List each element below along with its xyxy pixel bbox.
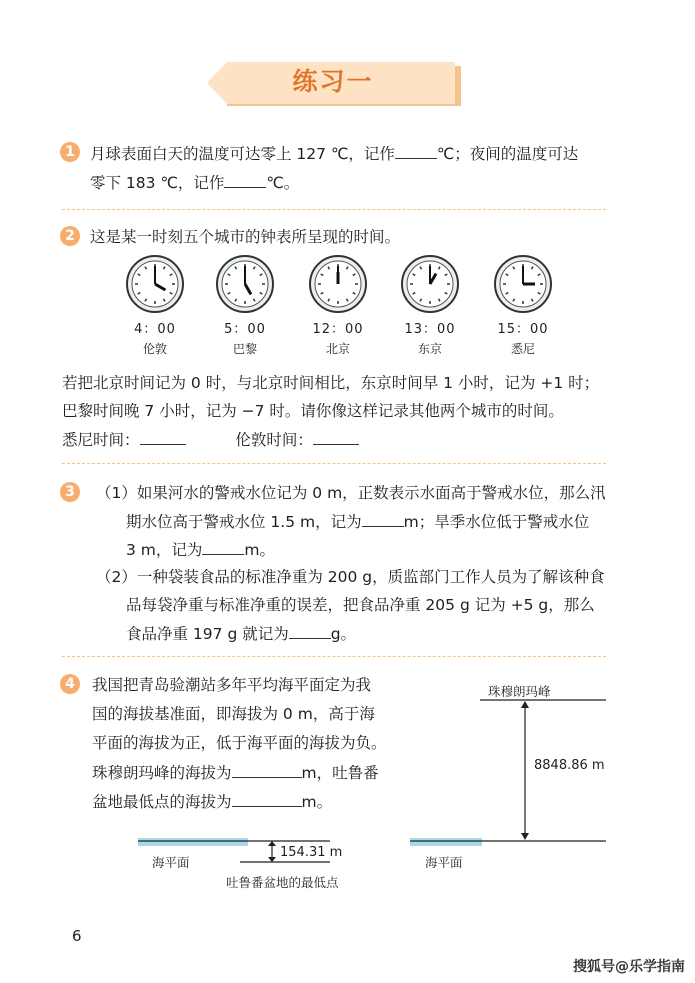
divider bbox=[62, 656, 606, 657]
clock-row bbox=[0, 250, 695, 320]
q3-p1-text-a: 期水位高于警戒水位 1.5 m，记为 bbox=[126, 513, 362, 531]
q3-p1-text-b: m；旱季水位低于警戒水位 bbox=[403, 513, 590, 531]
q1-blank-2[interactable] bbox=[224, 171, 266, 188]
everest-label: 珠穆朗玛峰 bbox=[488, 684, 551, 699]
clock-time-label: 15：00 bbox=[497, 322, 549, 337]
q3-p1-text-c: 3 m，记为 bbox=[126, 541, 203, 559]
divider bbox=[62, 463, 606, 464]
q1-text-b: ℃；夜间的温度可达 bbox=[436, 145, 579, 163]
q2-intro: 这是某一时刻五个城市的钟表所呈现的时间。 bbox=[90, 228, 401, 246]
question-number-2: 2 bbox=[60, 226, 80, 246]
q1-line-2 bbox=[90, 171, 299, 194]
sea-level-right: 海平面 bbox=[425, 855, 463, 870]
basin-depth: 154.31 m bbox=[280, 845, 343, 860]
clock-city-label: 悉尼 bbox=[510, 342, 535, 356]
q3-p1-text-d: m。 bbox=[244, 541, 275, 559]
question-number-4: 4 bbox=[60, 674, 80, 694]
clock-city-label: 北京 bbox=[325, 342, 350, 356]
london-label: 伦敦时间： bbox=[235, 431, 313, 449]
q3-p1-line3 bbox=[126, 538, 275, 561]
basin-caption: 吐鲁番盆地的最低点 bbox=[226, 875, 339, 890]
q3-p2-text-b: g。 bbox=[330, 625, 357, 643]
clock-time-label: 4：00 bbox=[134, 322, 176, 337]
clock-3 bbox=[310, 256, 366, 312]
q4-text-d: m。 bbox=[301, 793, 333, 811]
q2-answer-line bbox=[62, 428, 359, 451]
clock-city-label: 伦敦 bbox=[142, 342, 167, 356]
q3-p2-text-a: 食品净重 197 g 就记为 bbox=[126, 625, 289, 643]
page-title: 练习一 bbox=[292, 67, 374, 96]
everest-height: 8848.86 m bbox=[534, 758, 605, 773]
q2-text-2: 巴黎时间晚 7 小时，记为 −7 时。请你像这样记录其他两个城市的时间。 bbox=[62, 402, 564, 420]
question-number-3: 3 bbox=[60, 482, 80, 502]
q4-line-2: 国的海拔基准面，即海拔为 0 m，高于海 bbox=[92, 705, 375, 723]
sydney-blank[interactable] bbox=[140, 428, 186, 445]
q3-p1-line1: （1）如果河水的警戒水位记为 0 m，正数表示水面高于警戒水位，那么汛 bbox=[96, 484, 606, 502]
altitude-figure bbox=[0, 660, 695, 900]
q3-blank-2[interactable] bbox=[202, 538, 244, 555]
q3-p2-line1: （2）一种袋装食品的标准净重为 200 g，质监部门工作人员为了解该种食 bbox=[96, 568, 605, 586]
q4-line-1: 我国把青岛验潮站多年平均海平面定为我 bbox=[92, 676, 372, 694]
sydney-label: 悉尼时间： bbox=[62, 431, 140, 449]
q4-text-a: 珠穆朗玛峰的海拔为 bbox=[92, 764, 232, 782]
q2-text-1: 若把北京时间记为 0 时，与北京时间相比，东京时间早 1 小时，记为 +1 时； bbox=[62, 374, 600, 392]
clock-time-label: 13：00 bbox=[404, 322, 456, 337]
water-right bbox=[410, 838, 482, 846]
london-blank[interactable] bbox=[313, 428, 359, 445]
q1-text-d: ℃。 bbox=[266, 174, 300, 192]
water-left bbox=[138, 838, 248, 846]
clock-time-label: 5：00 bbox=[224, 322, 266, 337]
q3-p2-line3 bbox=[126, 622, 356, 645]
question-number-1: 1 bbox=[60, 142, 80, 162]
q1-text-c: 零下 183 ℃，记作 bbox=[90, 174, 225, 192]
q1-line-1 bbox=[90, 142, 578, 165]
clock-5 bbox=[495, 256, 551, 312]
q3-blank-3[interactable] bbox=[289, 622, 331, 639]
q4-text-c: 盆地最低点的海拔为 bbox=[92, 793, 232, 811]
clock-2 bbox=[217, 256, 273, 312]
q3-p2-line2: 品每袋净重与标准净重的误差，把食品净重 205 g 记为 +5 g，那么 bbox=[126, 596, 595, 614]
clock-city-label: 巴黎 bbox=[232, 342, 257, 356]
q4-text-b: m，吐鲁番 bbox=[301, 764, 379, 782]
q4-line-3: 平面的海拔为正，低于海平面的海拔为负。 bbox=[92, 734, 387, 752]
page-number: 6 bbox=[72, 927, 82, 945]
clock-city-label: 东京 bbox=[417, 342, 442, 356]
q3-blank-1[interactable] bbox=[362, 510, 404, 527]
sea-level-left: 海平面 bbox=[152, 855, 190, 870]
clock-1 bbox=[127, 256, 183, 312]
q3-p1-line2 bbox=[126, 510, 589, 533]
clock-4 bbox=[402, 256, 458, 312]
q1-blank-1[interactable] bbox=[395, 142, 437, 159]
clock-time-label: 12：00 bbox=[312, 322, 364, 337]
divider bbox=[62, 209, 606, 210]
footer-watermark: 搜狐号@乐学指南 bbox=[573, 959, 685, 975]
q1-text-a: 月球表面白天的温度可达零上 127 ℃，记作 bbox=[90, 145, 395, 163]
